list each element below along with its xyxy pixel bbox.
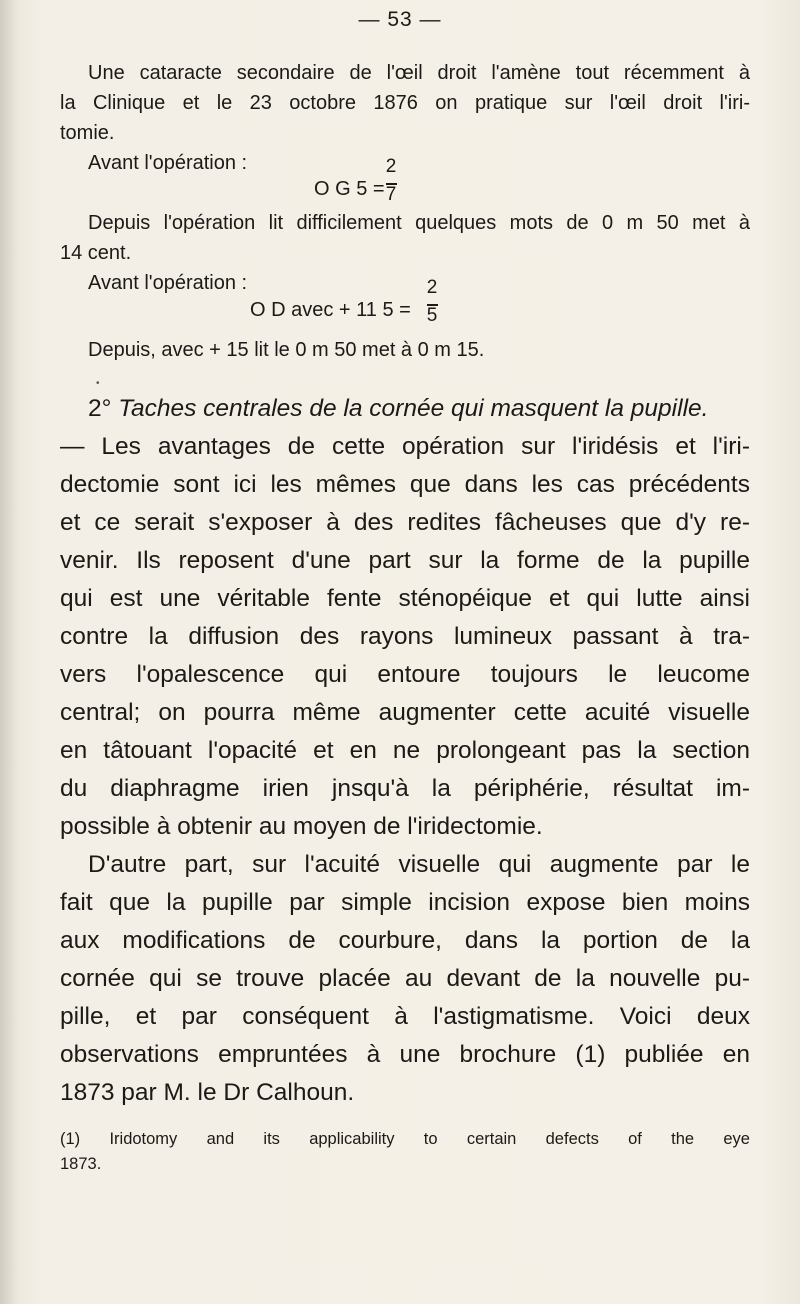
para2-line3: Avant l'opération : [88, 272, 248, 294]
para1-line4: Avant l'opération : [88, 152, 248, 174]
section-heading [88, 390, 750, 428]
formula1-denominator: 7 [385, 184, 397, 205]
section-p2-line-6: observations empruntées à une brochure (1) publiée en [60, 1041, 750, 1068]
para1-line2: la Clinique et le 23 octobre 1876 on pratique sur l'œil droit l'iri- [60, 92, 750, 114]
section-p2-line-2: fait que la pupille par simple incision expose bien moins [60, 889, 750, 916]
section-line-5: qui est une véritable fente sténopéique et qui lutte ainsi [60, 585, 750, 612]
page-gutter-shadow [0, 0, 18, 1304]
formula2-numerator: 2 [426, 277, 438, 298]
section-p2-line-1: D'autre part, sur l'acuité visuelle qui augmente par le [88, 851, 750, 878]
formula2-denominator: 5 [426, 305, 438, 326]
section-p2-line-7: 1873 par M. le Dr Calhoun. [60, 1079, 355, 1106]
section-line-6: contre la diffusion des rayons lumineux passant à tra- [60, 623, 750, 650]
section-line-10: du diaphragme irien jnsqu'à la périphérie, résultat im- [60, 775, 750, 802]
section-line-8: central; on pourra même augmenter cette acuité visuelle [60, 699, 750, 726]
section-line-4: venir. Ils reposent d'une part sur la forme de la pupille [60, 547, 750, 574]
para2-line1: Depuis l'opération lit difficilement quelques mots de 0 m 50 met à [88, 212, 750, 234]
section-p2-line-4: cornée qui se trouve placée au devant de la nouvelle pu- [60, 965, 750, 992]
section-p2-line-3: aux modifications de courbure, dans la portion de la [60, 927, 750, 954]
section-line-11: possible à obtenir au moyen de l'iridectomie. [60, 813, 543, 840]
formula1-numerator: 2 [385, 156, 397, 177]
section-line-3: et ce serait s'exposer à des redites fâcheuses que d'y re- [60, 509, 750, 536]
section-line-2: dectomie sont ici les mêmes que dans les cas précédents [60, 471, 750, 498]
footnote-line-2: 1873. [60, 1155, 102, 1173]
section-line-9: en tâtouant l'opacité et en ne prolongeant pas la section [60, 737, 750, 764]
section-heading-title: Taches centrales de la cornée qui masquent la pupille. [118, 395, 709, 422]
section-line-1: — Les avantages de cette opération sur l'iridésis et l'iri- [60, 433, 750, 460]
footnote-line-1: (1) Iridotomy and its applicability to certain defects of the eye [60, 1130, 750, 1148]
section-line-7: vers l'opalescence qui entoure toujours le leucome [60, 661, 750, 688]
page-number: — 53 — [358, 8, 442, 31]
para2-line2: 14 cent. [60, 242, 132, 264]
para1-line1: Une cataracte secondaire de l'œil droit l'amène tout récemment à [88, 62, 750, 84]
para1-line3: tomie. [60, 122, 115, 144]
formula2-left: O D avec + 11 5 = [250, 299, 411, 321]
section-heading-number: 2° [88, 395, 112, 422]
formula1-left: O G 5 = [314, 178, 385, 200]
print-speck: • [96, 378, 100, 389]
para3-line1: Depuis, avec + 15 lit le 0 m 50 met à 0 m 15. [88, 339, 485, 361]
section-p2-line-5: pille, et par conséquent à l'astigmatisme. Voici deux [60, 1003, 750, 1030]
